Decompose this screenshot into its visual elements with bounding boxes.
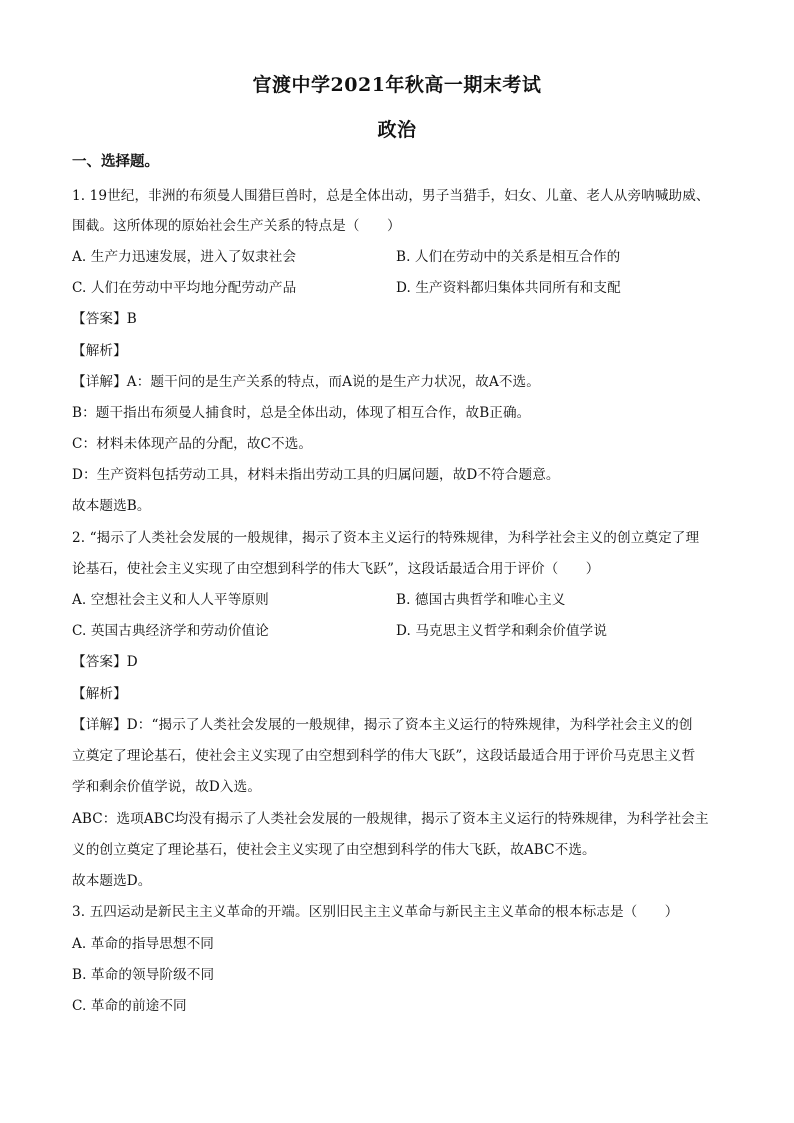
q2-abc-line2: 义的创立奠定了理论基石，使社会主义实现了由空想到科学的伟大飞跃，故ABC不选。 [72,842,596,858]
q2-detail-line2: 立奠定了理论基石，使社会主义实现了由空想到科学的伟大飞跃”，这段话最适合用于评价马克思主义哲 [72,748,696,764]
q2-detail-line3: 学和剩余价值学说，故D入选。 [72,779,262,795]
q1-detail-d: D：生产资料包括劳动工具，材料未指出劳动工具的归属问题，故D不符合题意。 [72,467,560,483]
q1-stem-line1: 1. 19世纪，非洲的布须曼人围猎巨兽时，总是全体出动，男子当猎手，妇女、儿童、老人从旁呐喊助威、 [72,188,710,204]
exam-subject: 政治 [377,119,417,141]
q2-answer: 【答案】D [72,654,138,670]
q3-option-c: C. 革命的前途不同 [72,998,187,1014]
q1-option-d: D. 生产资料都归集体共同所有和支配 [396,280,621,296]
q3-option-b: B. 革命的领导阶级不同 [72,967,215,983]
q2-detail-line1: 【详解】D：“揭示了人类社会发展的一般规律，揭示了资本主义运行的特殊规律，为科学社会主义的创 [72,717,693,733]
q3-stem: 3. 五四运动是新民主主义革命的开端。区别旧民主主义革命与新民主主义革命的根本标志是（ ） [72,904,679,920]
section-heading: 一、选择题。 [72,153,159,170]
q2-analysis-label: 【解析】 [72,686,127,702]
q1-detail-a: 【详解】A：题干问的是生产关系的特点，而A说的是生产力状况，故A不选。 [72,374,540,390]
q2-stem-line1: 2. “揭示了人类社会发展的一般规律，揭示了资本主义运行的特殊规律，为科学社会主义的创立奠定了理 [72,530,700,546]
q1-answer: 【答案】B [72,311,137,327]
q2-conclusion: 故本题选D。 [72,873,152,889]
q1-analysis-label: 【解析】 [72,343,127,359]
q1-detail-b: B：题干指出布须曼人捕食时，总是全体出动，体现了相互合作，故B正确。 [72,405,531,421]
exam-title: 官渡中学2021年秋高一期末考试 [252,74,542,96]
q3-option-a: A. 革命的指导思想不同 [72,936,215,952]
q1-option-a: A. 生产力迅速发展，进入了奴隶社会 [72,249,297,265]
q2-option-a: A. 空想社会主义和人人平等原则 [72,592,269,608]
q1-conclusion: 故本题选B。 [72,498,151,514]
q2-option-d: D. 马克思主义哲学和剩余价值学说 [396,623,608,639]
q2-option-b: B. 德国古典哲学和唯心主义 [396,592,566,608]
q2-abc-line1: ABC：选项ABC均没有揭示了人类社会发展的一般规律，揭示了资本主义运行的特殊规律，为科学社会主 [72,811,709,827]
q2-stem-line2: 论基石，使社会主义实现了由空想到科学的伟大飞跃”，这段话最适合用于评价（ ） [72,561,600,577]
q2-option-c: C. 英国古典经济学和劳动价值论 [72,623,269,639]
q1-option-c: C. 人们在劳动中平均地分配劳动产品 [72,280,297,296]
q1-detail-c: C：材料未体现产品的分配，故C不选。 [72,436,313,452]
q1-stem-line2: 围截。这所体现的原始社会生产关系的特点是（ ） [72,218,401,234]
q1-option-b: B. 人们在劳动中的关系是相互合作的 [396,249,621,265]
